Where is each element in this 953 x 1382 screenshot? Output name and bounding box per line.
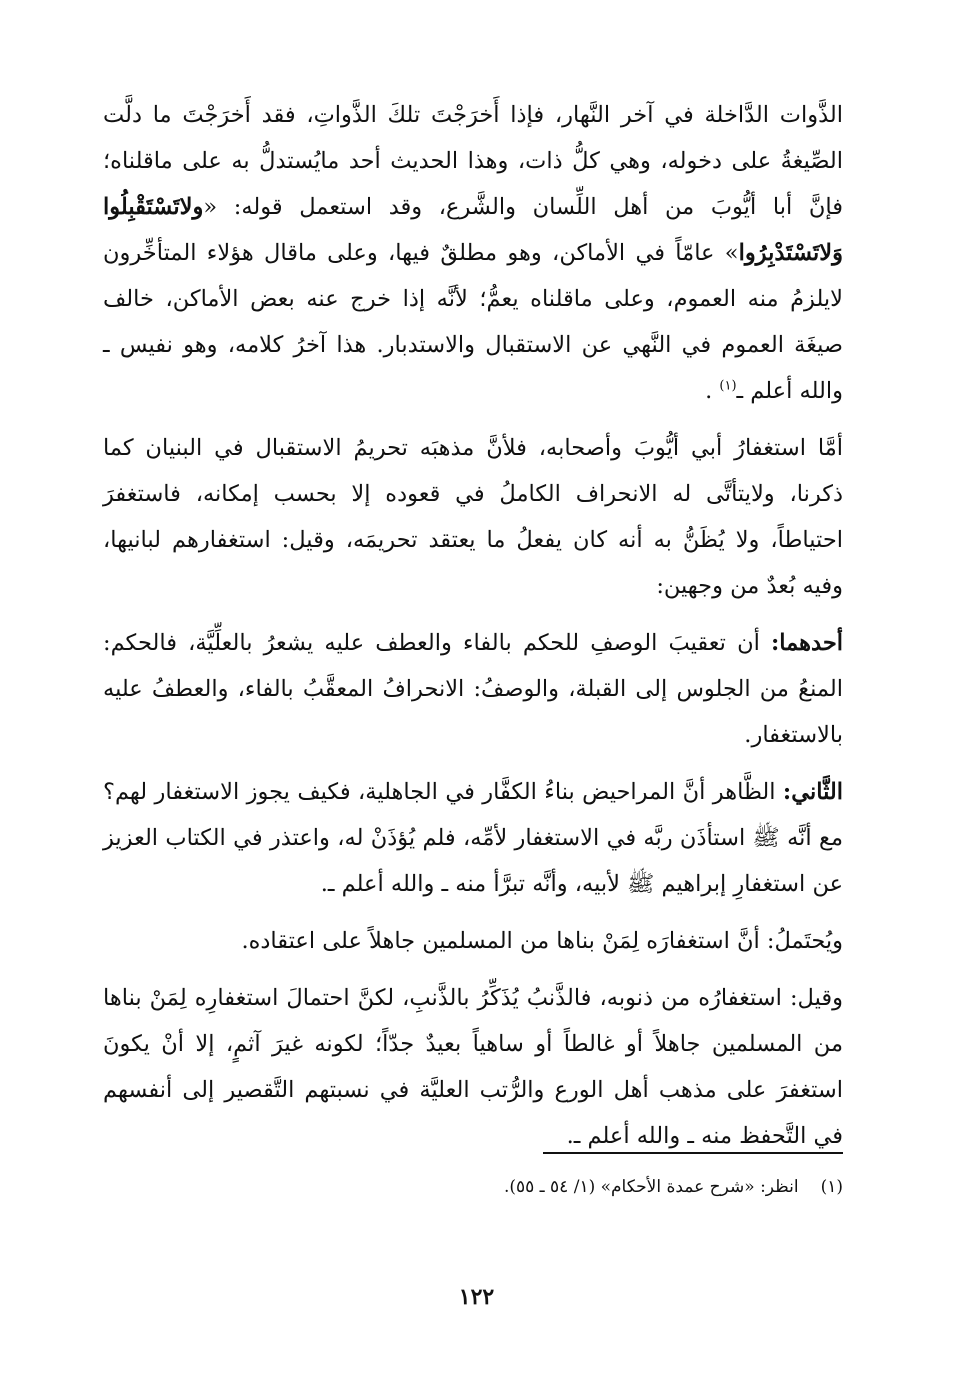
footnote-text: انظر: «شرح عمدة الأحكام» (١/ ٥٤ ـ ٥٥).	[503, 1177, 799, 1197]
paragraph-3-text: أن تعقيبَ الوصفِ للحكم بالفاء والعطف عليه يشعرُ بالعلِّيَّة، فالحكم: المنعُ من الجلوس إلى القبلة، والوصفُ: الانحرافُ المعقَّبُ بالفاء، والعطفُ عليه بالاستغفار.	[103, 630, 843, 748]
paragraph-6	[103, 975, 843, 1159]
paragraph-1	[103, 92, 843, 414]
footnote-reference[interactable]: (١)	[719, 378, 737, 394]
paragraph-6-text: وقيل: استغفارُه من ذنوبه، فالذَّنبُ يُذَكِّرُ بالذَّنبِ، لكنَّ احتمالَ استغفارِه لِمَنْ بناها من المسلمين جاهلاً أو غالطاً أو ساهياً بعيدٌ جدّاً؛ لكونه غيرَ آثمٍ، إلا أنْ يكونَ استغفرَ على مذهب أهل الورع والرُّتب العليَّة في نسبتهم التَّقصير إلى أنفسهم في التَّحفظ منه ـ والله أعلم ـ.	[103, 985, 843, 1149]
footnote-separator	[543, 1152, 843, 1154]
paragraph-1-text-end: » عامّاً في الأماكن، وهو مطلقٌ فيها، وعلى ماقال هؤلاء المتأخِّرون لايلزمُ منه العموم، وعلى ماقلناه يعمُّ؛ لأنَّه إذا خرج عنه بعض الأماكن، خالف صيغَة العموم في النَّهي عن الاستقبال والاستدبار. هذا آخرُ كلامه، وهو نفيس ـ والله أعلم ـ	[103, 240, 843, 404]
footnote-number: (١)	[820, 1177, 843, 1197]
page-body	[103, 92, 843, 1197]
footnote	[103, 1172, 843, 1202]
paragraph-3	[103, 620, 843, 758]
paragraph-4-lead: الثَّاني:	[782, 779, 843, 805]
paragraph-3-lead: أحدهما:	[770, 630, 843, 656]
page-number: ١٢٢	[458, 1284, 495, 1310]
paragraph-1-period: .	[705, 378, 713, 404]
hadith-quote: ولاتَسْتَقْبِلُوا وَلاتَسْتَدْبِرُوا	[103, 194, 843, 266]
paragraph-5	[103, 918, 843, 964]
paragraph-5-text: ويُحتَملُ: أنَّ استغفارَه لِمَنْ بناها من المسلمين جاهلاً على اعتقاده.	[241, 928, 843, 954]
paragraph-4-text: الظَّاهر أنَّ المراحيض بناءُ الكفَّار في الجاهلية، فكيف يجوز الاستغفار لهم؟ مع أنَّه ﷺ استأذَن ربَّه في الاستغفار لأمِّه، فلم يُؤذَنْ له، واعتذر في الكتاب العزيز عن استغفارِ إبراهيم ﷺ لأبيه، وأنَّه تبرَّأ منه ـ والله أعلم ـ.	[103, 779, 843, 897]
paragraph-4	[103, 769, 843, 907]
paragraph-1-text-start: الذَّوات الدَّاخلة في آخر النَّهار، فإذا أَخرَجْتَ تلكَ الذَّواتِ، فقد أَخرَجْتَ ما دلَّت الصِّيغةُ على دخوله، وهي كلُّ ذات، وهذا الحديث أحد مايُستدلُّ به على ماقلناه؛ فإنَّ أبا أيُّوبَ من أهل اللِّسان والشَّرع، وقد استعمل قوله: «	[103, 102, 843, 220]
paragraph-2	[103, 425, 843, 609]
paragraph-2-text: أمَّا استغفارُ أبي أيُّوبَ وأصحابه، فلأنَّ مذهبَه تحريمُ الاستقبال في البنيان كما ذكرنا، ولايتأتَّى له الانحراف الكاملُ في قعوده إلا بحسب إمكانه، فاستغفرَ احتياطاً، ولا يُظَنُّ به أنه كان يفعلُ ما يعتقد تحريمَه، وقيل: استغفارهم لبانيها، وفيه بُعدٌ من وجهين:	[103, 435, 843, 599]
